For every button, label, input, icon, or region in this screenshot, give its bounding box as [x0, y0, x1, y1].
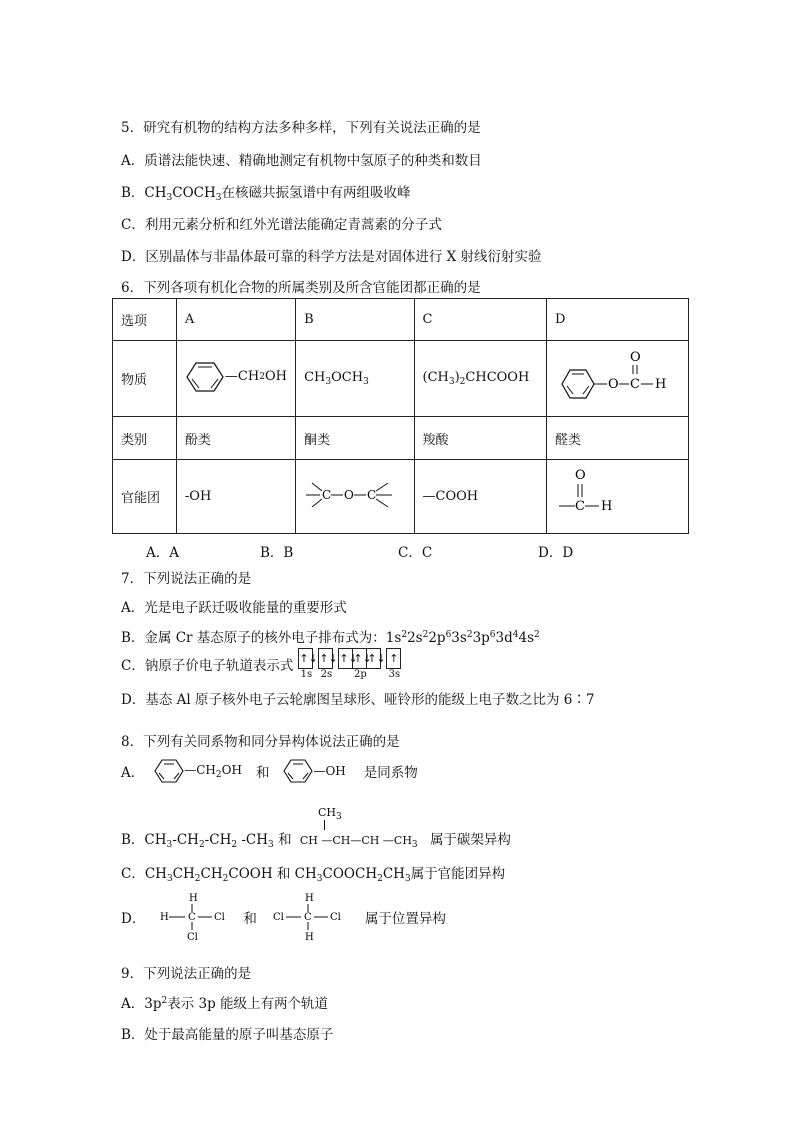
orbital-label: 2s [320, 669, 333, 680]
q6-header-d: D [547, 299, 689, 341]
svg-text:Cl: Cl [187, 932, 199, 943]
aldehyde-h: H [601, 498, 613, 514]
q6-header-option: 选项 [113, 299, 177, 341]
config-term: 4s [518, 630, 535, 646]
q5-stem: 5．研究有机物的结构方法多种多样，下列有关说法正确的是 [121, 120, 481, 136]
q6-category-a: 酚类 [176, 417, 295, 460]
q6-stem: 6．下列各项有机化合物的所属类别及所含官能团都正确的是 [121, 280, 481, 296]
q6-substance-c: $(CH_3)_2CHCOOH$ [414, 341, 547, 417]
config-term: 3s [451, 630, 467, 646]
ether-right-c: C [367, 487, 377, 502]
q8-b-skeleton: CH —CH—CH —CH [299, 834, 412, 847]
aldehyde-c: C [575, 498, 585, 514]
q6-group-row [113, 460, 689, 534]
dichloromethane-structure-2 [273, 890, 353, 944]
q6-header-row [113, 299, 689, 341]
q6-header-c: C [414, 299, 547, 341]
q5-option-d: D．区别晶体与非晶体最可靠的科学方法是对固体进行 X 射线衍射实验 [121, 249, 542, 265]
svg-text:C: C [188, 912, 196, 923]
q6-substance-b: $CH_3OCH_3$ [296, 341, 414, 417]
orbital-box: ↑↓ [366, 648, 381, 669]
ketone-ether-structure [304, 471, 396, 519]
q8-b-branch-ch3: $CH_3$ [318, 806, 342, 822]
svg-text:H: H [304, 893, 314, 904]
q5-option-c: C．利用元素分析和红外光谱法能确定青蒿素的分子式 [121, 217, 442, 233]
q6-header-a: A [176, 299, 295, 341]
orbital-3s [387, 648, 401, 681]
svg-text:H: H [160, 912, 170, 923]
aldehyde-group-structure [555, 467, 635, 523]
config-term: 2p [428, 630, 446, 646]
q7-stem: 7．下列说法正确的是 [121, 571, 252, 587]
svg-text:H: H [304, 932, 314, 943]
config-term: 3p [472, 630, 490, 646]
q6-group-b [296, 460, 414, 534]
q8-option-d: D． H H C Cl Cl 和 H Cl C Cl H 属于位置异构 [121, 890, 446, 944]
svg-text:Cl: Cl [214, 912, 226, 923]
aldehyde-o: O [575, 467, 586, 483]
q6-group-c: —COOH [414, 460, 547, 534]
orbital-box: ↑↓ [318, 648, 333, 669]
q6-category-row [113, 417, 689, 460]
q6-row-label-group: 官能团 [113, 460, 177, 534]
phenyl-formate-h: H [655, 376, 667, 392]
q8-option-b: B．$CH_3-CH_2-CH_2$ $-CH_3$ 和 CH —CH—CH $—CH_3$ 属于碳架异构 [121, 832, 511, 850]
q6-substance-a: —CH 2 OH [176, 341, 295, 417]
q8-stem: 8．下列有关同系物和同分异构体说法正确的是 [121, 734, 400, 750]
orbital-label: 3s [388, 669, 401, 680]
electron-configuration: $1s^22s^22p^63s^23p^63d^44s^2$ [385, 630, 540, 646]
svg-text:Cl: Cl [329, 912, 341, 923]
q6-group-a: -OH [176, 460, 295, 534]
q8-option-a: A． $—CH_2OH$ 和 —OH 是同系物 [121, 758, 418, 784]
dichloromethane-structure-1 [157, 890, 237, 944]
config-term: 2s [407, 630, 423, 646]
q5-option-a: A．质谱法能快速、精确地测定有机物中氢原子的种类和数目 [121, 153, 482, 169]
orbital-1s [299, 648, 318, 681]
config-term: 3d [495, 630, 513, 646]
q6-option-b: B．B [260, 545, 294, 561]
orbital-box: ↑ [386, 648, 401, 669]
ether-left-c: C [322, 487, 332, 502]
q9-option-b: B．处于最高能量的原子叫基态原子 [121, 1027, 334, 1043]
phenyl-formate-o: O [608, 376, 619, 392]
q6-category-d: 醛类 [547, 417, 689, 460]
q7-option-d: D．基态 Al 原子核外电子云轮廓图呈球形、哑铃形的能级上电子数之比为 6∶7 [121, 692, 595, 708]
orbital-label: 1s [300, 669, 313, 680]
q6-row-label-category: 类别 [113, 417, 177, 460]
q6-row-label-substance: 物质 [113, 341, 177, 417]
phenyl-formate-structure [555, 348, 680, 406]
q6-option-c: C．C [398, 545, 433, 561]
svg-text:Cl: Cl [272, 912, 284, 923]
orbital-label: 2p [353, 669, 367, 680]
benzene-ring-icon [185, 360, 225, 394]
benzene-ring-icon [283, 758, 313, 784]
q7-option-a: A．光是电子跃迁吸收能量的重要形式 [121, 600, 347, 616]
q9-option-a: A．$3p^2$表示 3p 能级上有两个轨道 [121, 996, 329, 1012]
q6-category-b: 酮类 [296, 417, 414, 460]
q6-header-b: B [296, 299, 414, 341]
orbital-2s [319, 648, 338, 681]
q6-group-d [547, 460, 689, 534]
q7-option-b: B．金属 Cr 基态原子的核外电子排布式为：$1s^22s^22p^63s^23p^63d^44s^2$ [121, 630, 540, 646]
orbital-box: ↑↓ [298, 648, 313, 669]
q6-substance-d [547, 341, 689, 417]
q8-option-c: C．$CH_3CH_2CH_2COOH$ 和 $CH_3COOCH_2CH_3$属于官能团异构 [121, 866, 506, 884]
config-term: 1s [385, 630, 402, 646]
svg-text:C: C [303, 912, 312, 923]
q6-option-d: D．D [538, 545, 574, 561]
orbital-diagram [299, 648, 407, 681]
q9-stem: 9．下列说法正确的是 [121, 966, 252, 982]
q6-category-c: 羧酸 [414, 417, 547, 460]
q6-option-a: A．A [146, 545, 179, 561]
phenyl-formate-carbonyl-o: O [630, 349, 641, 365]
q5-option-b: B．$CH_3COCH_3$在核磁共振氢谱中有两组吸收峰 [121, 185, 411, 203]
orbital-box: ↑↓ [352, 648, 367, 669]
q6-table [112, 298, 689, 534]
benzene-ring-icon [154, 758, 184, 784]
phenyl-formate-c: C [630, 376, 640, 392]
ether-o: O [344, 487, 354, 502]
orbital-2p [339, 648, 386, 681]
q7-option-c: C．钠原子价电子轨道表示式 ↑↓ 1s ↑↓ 2s ↑↓ ↑↓ ↑↓ 2p ↑ 3s [121, 648, 407, 681]
q6-substance-row [113, 341, 689, 417]
orbital-box: ↑↓ [338, 648, 353, 669]
svg-text:H: H [189, 893, 199, 904]
